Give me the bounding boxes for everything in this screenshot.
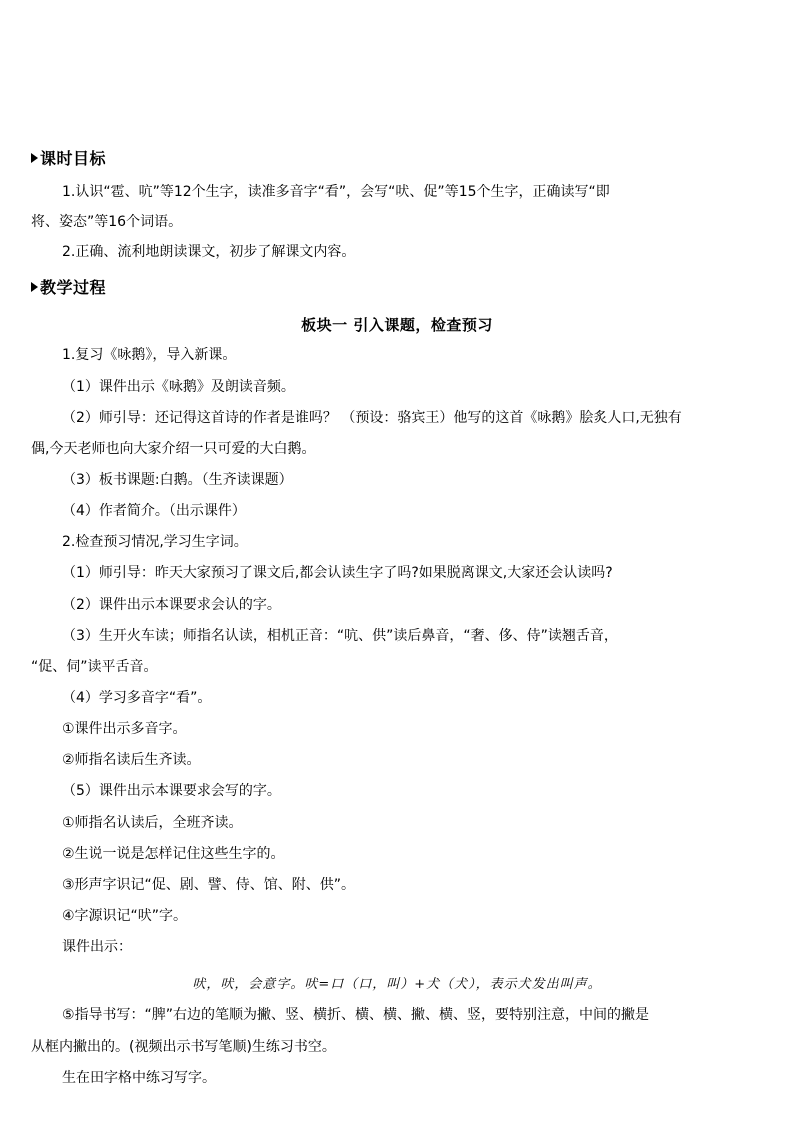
body-line: （1）师引导：昨天大家预习了课文后,都会认读生字了吗?如果脱离课文,大家还会认读吗?: [62, 565, 613, 581]
body-line: （2）课件出示本课要求会认的字。: [62, 597, 281, 613]
body-line: （3）生开火车读；师指名认读，相机正音：“吭、供”读后鼻音，“奢、侈、侍”读翘舌音，: [62, 628, 618, 644]
body-line: （4）作者简介。（出示课件）: [62, 503, 246, 519]
body-line: ③形声字识记“促、剧、譬、侍、馆、附、供”。: [62, 877, 356, 893]
body-line: （1）课件出示《咏鹅》及朗读音频。: [62, 379, 295, 395]
body-line: （3）板书课题:白鹅。（生齐读课题）: [62, 472, 293, 488]
body-line: 课件出示：: [62, 939, 132, 955]
body-line: ④字源识记“吠”字。: [62, 908, 188, 924]
body-line: ①课件出示多音字。: [62, 721, 187, 737]
triangle-bullet-icon: [31, 282, 38, 292]
body-line: （5）课件出示本课要求会写的字。: [62, 783, 281, 799]
body-line: 从框内撇出的。(视频出示书写笔顺)生练习书空。: [31, 1039, 336, 1055]
block-heading: 板块一 引入课题，检查预习: [301, 316, 493, 334]
section-title-text: 课时目标: [40, 149, 107, 168]
body-line: “促、伺”读平舌音。: [31, 659, 158, 675]
handwritten-etymology-line: 吠，吠，会意字。吠=口（口，叫）+犬（犬），表示犬发出叫声。: [192, 977, 602, 992]
objectives-section-title: [31, 146, 106, 169]
objective-line-2: 将、姿态”等16个词语。: [31, 214, 183, 230]
section-title-text: 教学过程: [40, 278, 107, 297]
body-line: ②师指名读后生齐读。: [62, 752, 201, 768]
body-line: ②生说一说是怎样记住这些生字的。: [62, 846, 285, 862]
body-line: 1.复习《咏鹅》，导入新课。: [62, 347, 237, 363]
body-line: 2.检查预习情况,学习生字词。: [62, 534, 248, 550]
objective-line-1: 1.认识“雹、吭”等12个生字，读准多音字“看”，会写“吠、促”等15个生字，正确读写“即: [62, 184, 610, 200]
objective-line-3: 2.正确、流利地朗读课文，初步了解课文内容。: [62, 244, 356, 260]
triangle-bullet-icon: [31, 153, 38, 163]
body-line: 偶,今天老师也向大家介绍一只可爱的大白鹅。: [31, 441, 316, 457]
body-line: ⑤指导书写：“脾”右边的笔顺为撇、竖、横折、横、横、撇、横、竖，要特别注意，中间的撇是: [62, 1007, 650, 1023]
body-line: ①师指名认读后，全班齐读。: [62, 815, 243, 831]
body-line: （2）师引导：还记得这首诗的作者是谁吗？ （预设：骆宾王）他写的这首《咏鹅》脍炙人口,无独有: [62, 410, 682, 426]
body-line: 生在田字格中练习写字。: [62, 1070, 216, 1086]
body-line: （4）学习多音字“看”。: [62, 690, 212, 706]
process-section-title: [31, 275, 106, 298]
